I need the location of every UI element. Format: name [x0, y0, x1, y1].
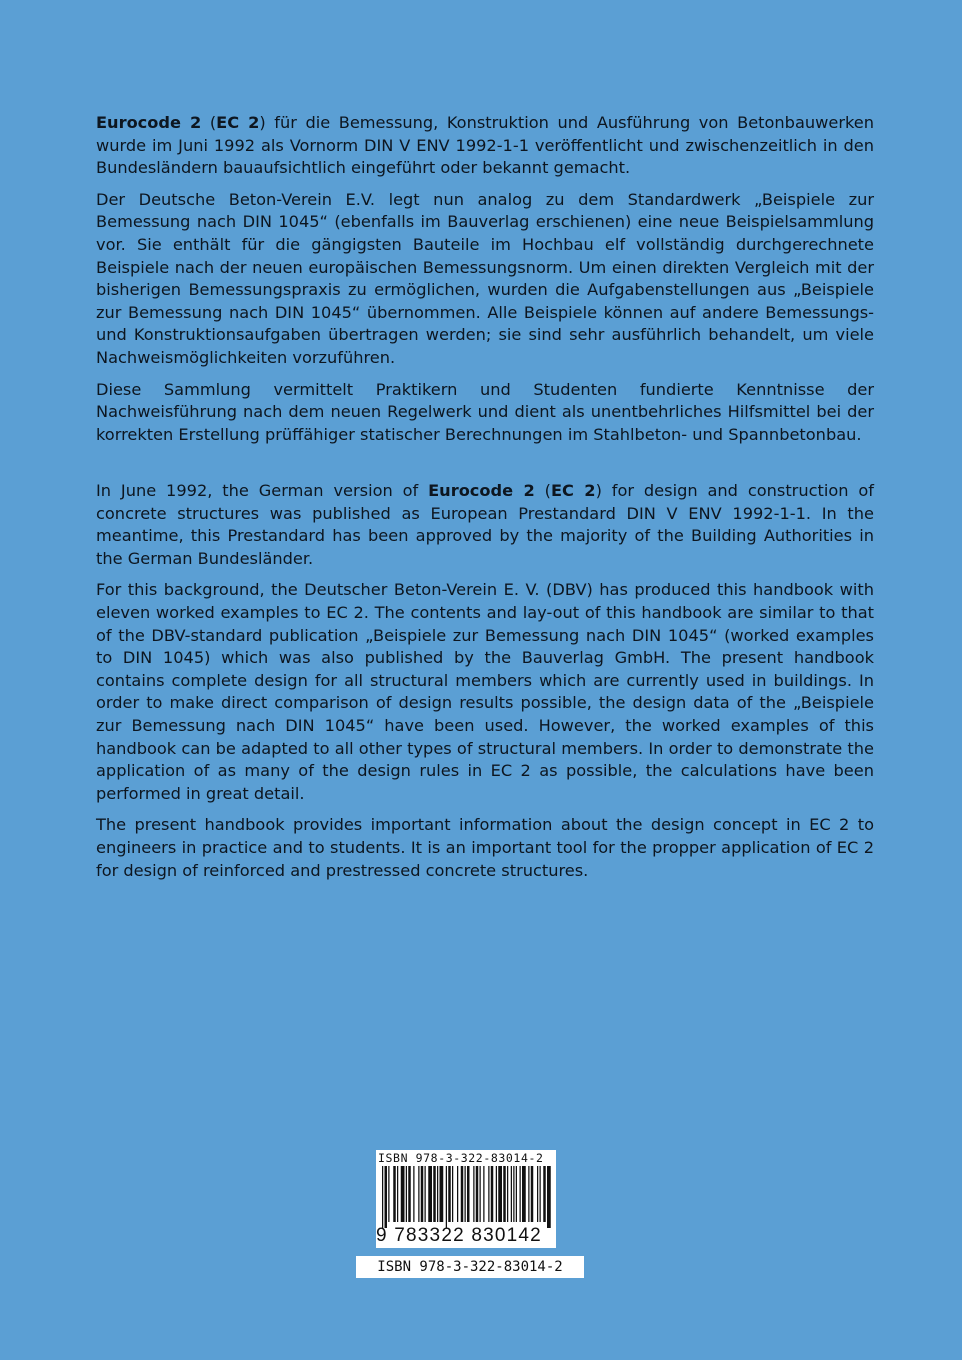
barcode-bar — [393, 1166, 396, 1222]
barcode-bar — [425, 1166, 426, 1222]
eurocode-title-bold: Eurocode 2 — [96, 113, 202, 132]
barcode-bar — [516, 1166, 517, 1222]
barcode-bar — [483, 1166, 484, 1222]
ec2-bold: EC 2 — [216, 113, 260, 132]
barcode-bar — [385, 1166, 388, 1228]
barcode-bar — [408, 1166, 411, 1222]
barcode-bar — [428, 1166, 432, 1222]
barcode-bar — [440, 1166, 444, 1222]
barcode-bar — [418, 1166, 419, 1222]
barcode-bar — [421, 1166, 424, 1222]
barcode-bar — [452, 1166, 453, 1222]
barcode-bar — [531, 1166, 534, 1222]
barcode-bar — [511, 1166, 512, 1222]
barcode-bar — [473, 1166, 474, 1222]
english-paragraph-2: For this background, the Deutscher Beton-Verein E. V. (DBV) has produced this handbook with eleven worked examples to EC 2. The contents and lay-out of this handbook are similar to that of the DBV-standard publication „Beispiele zur Bemessung nach DIN 1045“ (worked examples to DIN 1045) which was also published by the Bauverlag GmbH. The present handbook contains complete design for all structural members which are currently used in buildings. In order to make direct comparison of design results possible, the design data of the „Beispiele zur Bemessung nach DIN 1045“ have been used. However, the worked examples of this handbook can be adapted to all other types of structural members. In order to demonstrate the application of as many of the design rules in EC 2 as possible, the calculations have been performed in great detail. — [96, 580, 874, 803]
barcode-bar — [507, 1166, 508, 1222]
isbn-label: ISBN 978-3-322-83014-2 — [356, 1256, 584, 1278]
barcode-bar — [528, 1166, 529, 1222]
german-paragraph-1: Eurocode 2 (EC 2) für die Bemessung, Konstruktion und Ausführung von Betonbauwerken wurde im Juni 1992 als Vornorm DIN V ENV 1992-1-1 veröffentlicht und zwischenzeitlich in den Bundesländern bauaufsichtlich eingeführt oder bekannt gemacht. — [96, 113, 874, 178]
barcode-bar — [491, 1166, 494, 1222]
barcode-bar — [448, 1166, 451, 1222]
barcode-bar — [401, 1166, 405, 1222]
ec2-bold: EC 2 — [550, 481, 596, 500]
german-description — [96, 112, 874, 455]
german-paragraph-2: Der Deutsche Beton-Verein E.V. legt nun analog zu dem Standardwerk „Beispiele zur Bemessung nach DIN 1045“ (ebenfalls im Bauverlag erschienen) eine neue Beispielsammlung vor. Sie enthält für die gängigsten Bauteile im Hochbau elf vollständig durchgerechnete Beispiele nach der neuen europäischen Bemessungsnorm. Um einen direkten Vergleich mit der bisherigen Bemessungspraxis zu ermöglichen, wurden die Aufgabenstellungen aus „Beispiele zur Bemessung nach DIN 1045“ übernommen. Alle Beispiele können auf andere Bemessungs- und Konstruktionsaufgaben übertragen werden; sie sind sehr ausführlich behandelt, um viele Nachweismöglichkeiten vorzuführen. — [96, 189, 874, 367]
barcode-bar — [433, 1166, 436, 1222]
barcode-bar — [397, 1166, 398, 1222]
barcode-bar — [498, 1166, 502, 1222]
barcode-bar — [388, 1166, 389, 1222]
isbn-barcode — [376, 1150, 556, 1248]
barcode-bar — [543, 1166, 546, 1222]
barcode-bar — [457, 1166, 458, 1222]
barcode-bar — [540, 1166, 541, 1222]
barcode-bar — [480, 1166, 481, 1222]
barcode-bar — [513, 1166, 514, 1222]
barcode-bar — [413, 1166, 414, 1222]
barcode-bar — [465, 1166, 466, 1222]
barcode-bar — [520, 1166, 521, 1222]
barcode-bar — [522, 1166, 526, 1222]
barcode-bar — [461, 1166, 464, 1222]
barcode-bar — [496, 1166, 497, 1222]
barcode-bar — [537, 1166, 538, 1222]
barcode-bar — [547, 1166, 551, 1228]
barcode-digits: 9 783322 830142 — [376, 1225, 542, 1246]
english-paragraph-3: The present handbook provides important information about the design concept in EC 2 to engineers in practice and to students. It is an important tool for the propper application of EC 2 for design of reinforced and prestressed concrete structures. — [96, 815, 874, 880]
barcode-bar — [437, 1166, 438, 1222]
barcode-bar — [503, 1166, 506, 1222]
barcode-isbn-text: ISBN 978-3-322-83014-2 — [378, 1151, 544, 1165]
barcode-bar — [446, 1166, 447, 1228]
german-paragraph-3: Diese Sammlung vermittelt Praktikern und Studenten fundierte Kenntnisse der Nachweisführung nach dem neuen Regelwerk und dient als unentbehrliches Hilfsmittel bei der korrekten Erstellung prüffähiger statischer Berechnungen im Stahlbeton- und Spannbetonbau. — [96, 379, 874, 444]
barcode-bars — [378, 1166, 554, 1228]
english-description — [96, 480, 874, 891]
barcode-bar — [488, 1166, 489, 1222]
eurocode-title-bold: Eurocode 2 — [428, 481, 535, 500]
english-paragraph-1: In June 1992, the German version of Eurocode 2 (EC 2) for design and construction of concrete structures was published as European Prestandard DIN V ENV 1992-1-1. In the meantime, this Prestandard has been approved by the majority of the Building Authorities in the German Bundesländer. — [96, 481, 874, 568]
barcode-bar — [467, 1166, 470, 1222]
barcode-bar — [406, 1166, 407, 1222]
barcode-bar — [382, 1166, 383, 1228]
barcode-bar — [476, 1166, 479, 1222]
